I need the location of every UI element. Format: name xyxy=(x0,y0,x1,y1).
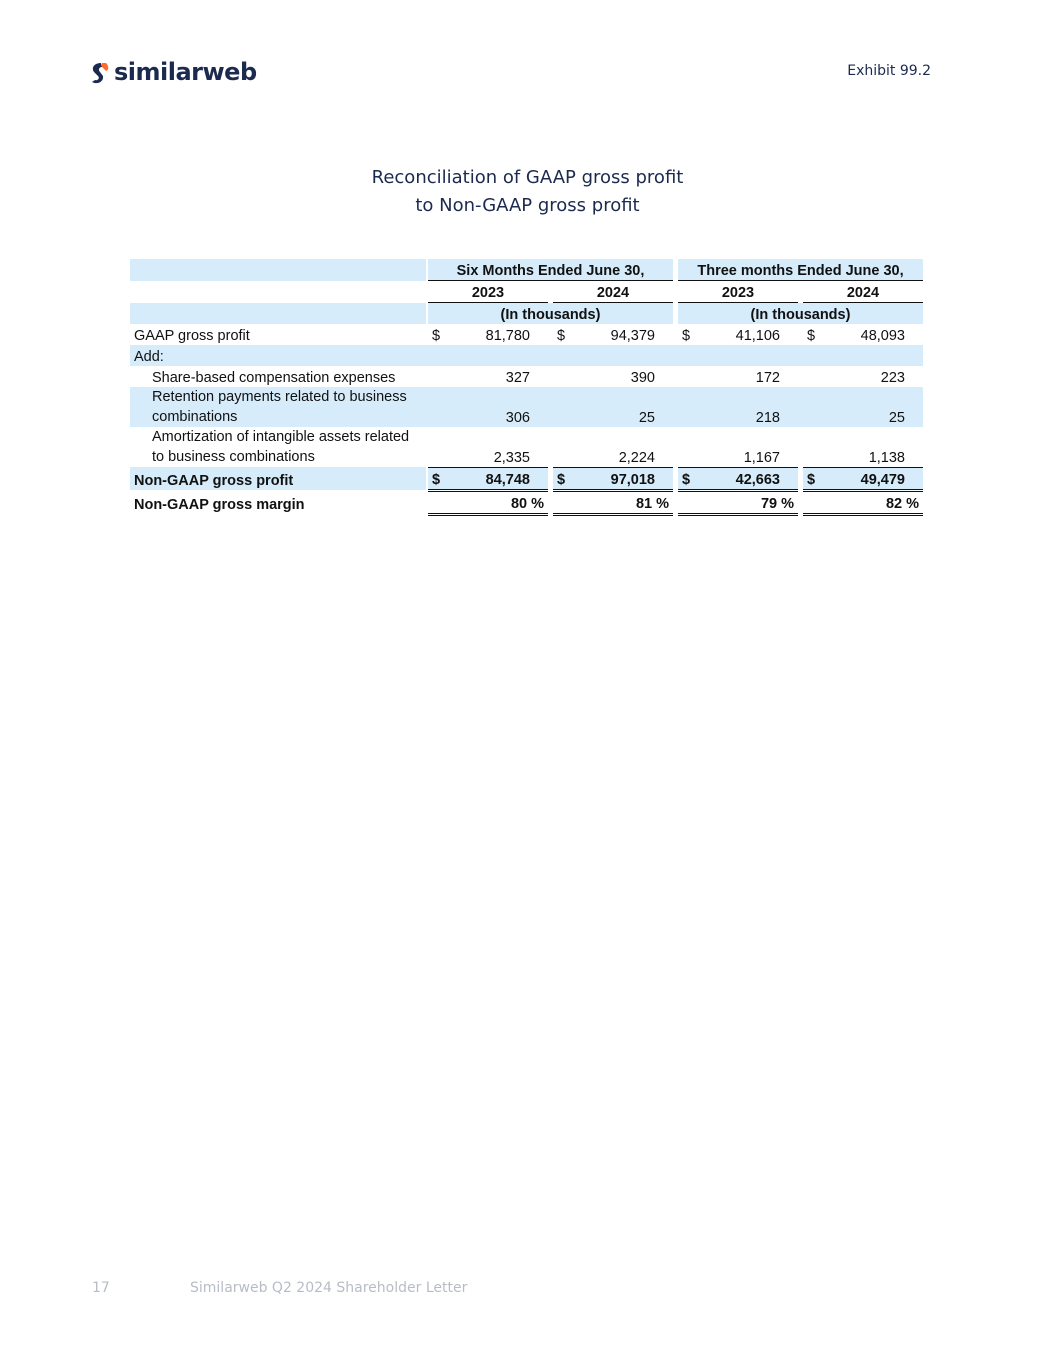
year-header: 2023 xyxy=(678,281,798,303)
table-row-non-gaap-gross-margin xyxy=(130,490,923,514)
year-header: 2024 xyxy=(803,281,923,303)
currency-symbol: $ xyxy=(553,468,572,489)
cell-value: 1,138 xyxy=(803,427,923,467)
cell-value: 97,018 xyxy=(572,468,673,489)
cell-value: 79 % xyxy=(678,490,798,514)
row-label: Non-GAAP gross margin xyxy=(134,497,305,513)
row-label: Share-based compensation expenses xyxy=(152,370,396,386)
footer-document-title: Similarweb Q2 2024 Shareholder Letter xyxy=(190,1280,468,1296)
row-label: Non-GAAP gross profit xyxy=(130,467,426,490)
table-row-amortization xyxy=(130,427,923,467)
row-label: GAAP gross profit xyxy=(134,328,250,344)
cell-value: 41,106 xyxy=(735,328,780,344)
cell-value: 82 % xyxy=(803,490,923,514)
currency-symbol: $ xyxy=(678,468,697,489)
similarweb-logo xyxy=(88,58,257,86)
cell-value: 218 xyxy=(678,387,798,427)
cell-value: 80 % xyxy=(428,490,548,514)
table-row-gaap-gross-profit xyxy=(130,324,923,345)
cell-value: 48,093 xyxy=(860,328,905,344)
period-header-row xyxy=(130,259,923,281)
period-header-three-months: Three months Ended June 30, xyxy=(678,259,923,281)
currency-symbol: $ xyxy=(557,328,566,344)
table-row-non-gaap-gross-profit xyxy=(130,467,923,490)
cell-value: 49,479 xyxy=(822,468,923,489)
year-header: 2024 xyxy=(553,281,673,303)
row-label: Add: xyxy=(130,345,426,366)
row-label: Amortization of intangible assets related to business combinations xyxy=(152,429,410,465)
cell-value: 1,167 xyxy=(678,427,798,467)
exhibit-label: Exhibit 99.2 xyxy=(847,63,931,79)
row-label: Retention payments related to business combinations xyxy=(130,387,426,427)
cell-value: 94,379 xyxy=(610,328,655,344)
currency-symbol: $ xyxy=(432,328,441,344)
cell-value: 223 xyxy=(880,370,905,386)
page-title-line-1: Reconciliation of GAAP gross profit xyxy=(371,167,684,188)
currency-symbol: $ xyxy=(807,328,816,344)
cell-value: 81,780 xyxy=(485,328,530,344)
cell-value: 84,748 xyxy=(447,468,548,489)
cell-value: 81 % xyxy=(553,490,673,514)
cell-value: 390 xyxy=(630,370,655,386)
period-header-six-months: Six Months Ended June 30, xyxy=(428,259,673,281)
table-row-retention-payments xyxy=(130,387,923,427)
cell-value: 25 xyxy=(553,387,673,427)
reconciliation-table xyxy=(130,259,923,516)
cell-value: 42,663 xyxy=(697,468,798,489)
units-label: (In thousands) xyxy=(678,303,923,325)
logo-wordmark: similarweb xyxy=(114,58,257,86)
year-header-row xyxy=(130,281,923,303)
cell-value: 172 xyxy=(755,370,780,386)
units-label: (In thousands) xyxy=(428,303,673,325)
units-row xyxy=(130,303,923,325)
cell-value: 306 xyxy=(428,387,548,427)
currency-symbol: $ xyxy=(428,468,447,489)
page-title-line-2: to Non-GAAP gross profit xyxy=(415,195,640,216)
cell-value: 25 xyxy=(803,387,923,427)
currency-symbol: $ xyxy=(682,328,691,344)
table-row-add xyxy=(130,345,923,366)
cell-value: 2,335 xyxy=(428,427,548,467)
similarweb-logo-icon xyxy=(88,60,110,84)
page-title xyxy=(0,164,1055,220)
table-row-share-based-compensation xyxy=(130,366,923,387)
cell-value: 327 xyxy=(505,370,530,386)
page-number: 17 xyxy=(92,1280,110,1296)
year-header: 2023 xyxy=(428,281,548,303)
currency-symbol: $ xyxy=(803,468,822,489)
cell-value: 2,224 xyxy=(553,427,673,467)
